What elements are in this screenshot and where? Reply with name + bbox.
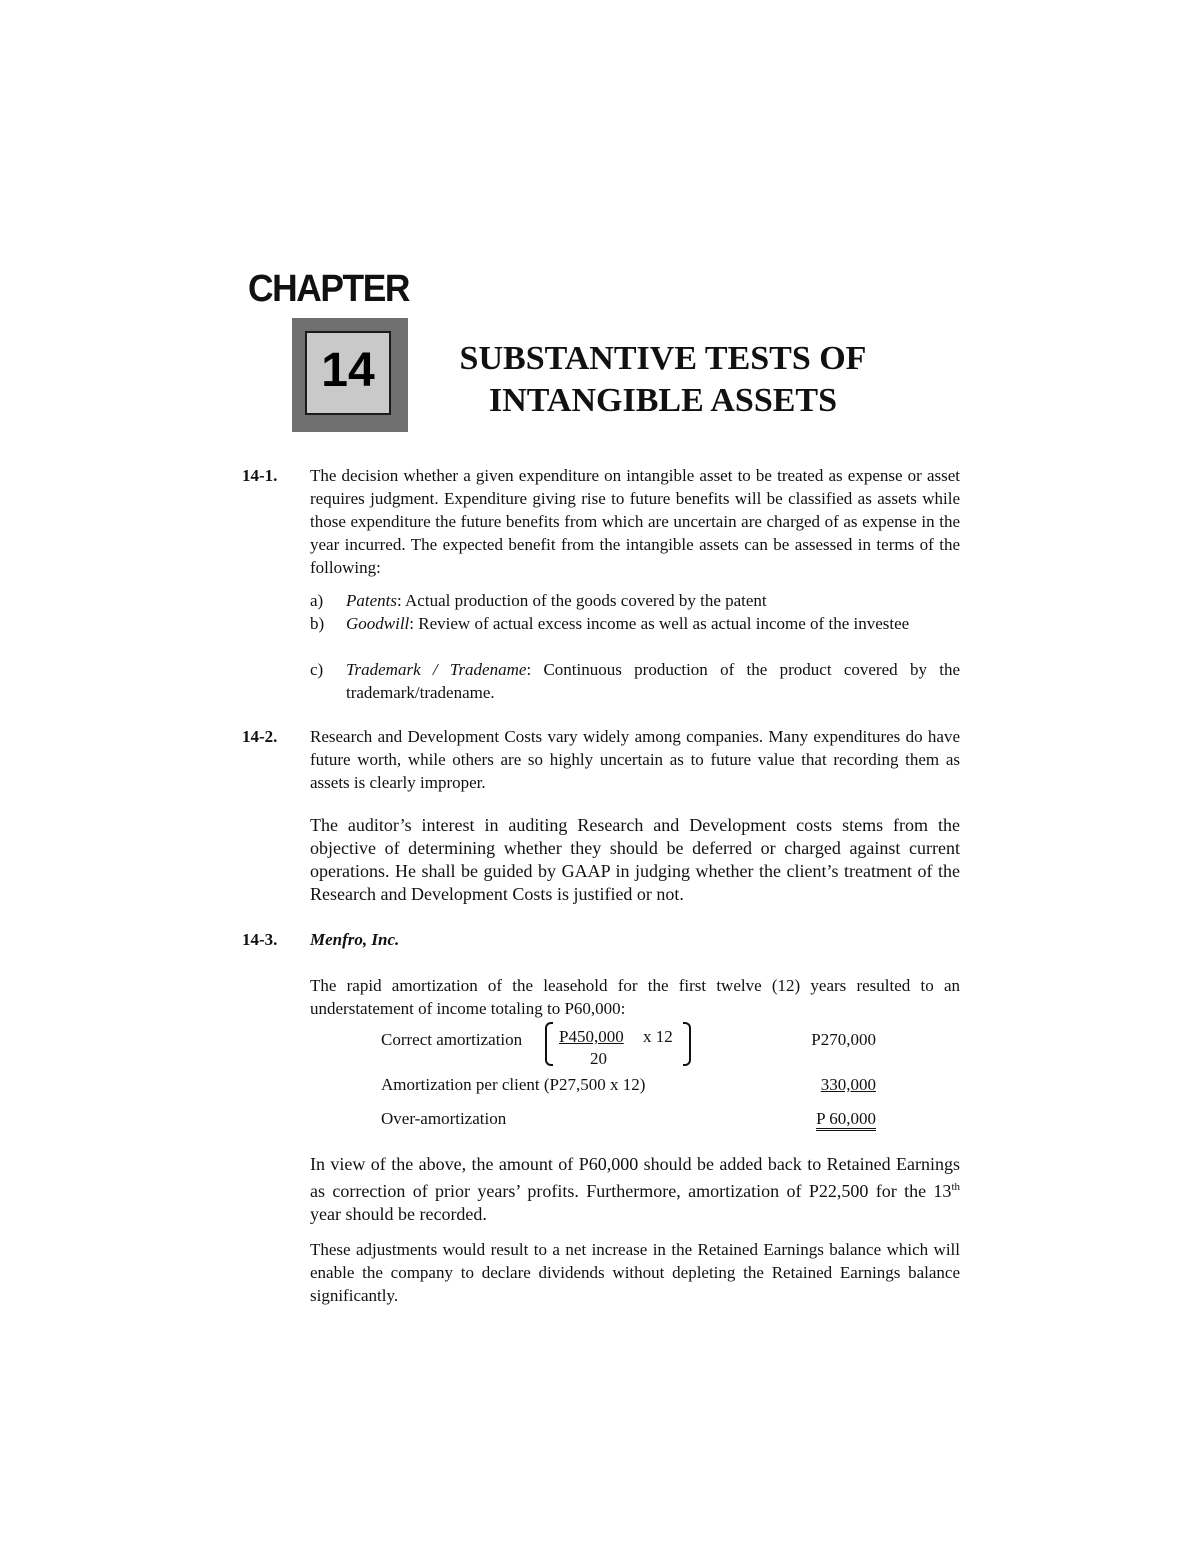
fraction-numerator: P450,000 — [559, 1027, 624, 1046]
q1-item-c-text: : Continuous production of the product covered by the trademark/tradename. — [346, 660, 961, 702]
calc-client-amount-value: 330,000 — [820, 1075, 876, 1094]
q1-item-b — [346, 612, 960, 635]
chapter-number-box-inner — [305, 331, 391, 415]
q1-item-c — [346, 658, 960, 704]
left-bracket-icon — [545, 1022, 553, 1066]
chapter-number: 14 — [321, 344, 375, 397]
q1-item-c-letter: c) — [310, 660, 324, 679]
q3-intro: The rapid amortization of the leasehold for the first twelve (12) years resulted to an understatement of income totaling to P60,000: — [310, 976, 960, 1018]
q1-item-a — [346, 589, 960, 612]
q1-paragraph: The decision whether a given expenditure on intangible asset to be treated as expense or asset requires judgment. Expenditure giving rise to future benefits will be classified as assets while those expenditure the future benefits from which are uncertain are charged of as expense in the year incurred. The expected benefit from the intangible assets can be assessed in terms of the following: — [310, 466, 960, 577]
calc-fraction — [545, 1022, 695, 1068]
q1-item-b-term: Goodwill — [346, 614, 410, 633]
calc-client-label: Amortization per client (P27,500 x 12) — [381, 1075, 646, 1094]
q1-item-b-text: : Review of actual excess income as well as actual income of the investee — [409, 614, 910, 633]
q1-item-c-term: Trademark / Tradename — [346, 660, 527, 679]
q3-view-sup: th — [951, 1181, 960, 1193]
chapter-number-box — [292, 318, 408, 432]
chapter-title — [440, 338, 886, 422]
right-bracket-icon — [683, 1022, 691, 1066]
q3-view-text-1: In view of the above, the amount of P60,000 should be added back to Retained Earnings as correction of prior years’ profits. Furthermore, amortization of P22,500 for the 13 — [310, 1154, 960, 1201]
chapter-title-line1: SUBSTANTIVE TESTS OF — [459, 340, 867, 377]
question-number-14-1: 14-1. — [242, 466, 278, 485]
q3-company: Menfro, Inc. — [310, 930, 400, 949]
calc-client-amount — [756, 1074, 876, 1096]
q1-item-a-text: : Actual production of the goods covered by the patent — [397, 591, 767, 610]
q1-item-a-term: Patents — [346, 591, 397, 610]
q2-paragraph1: Research and Development Costs vary widely among companies. Many expenditures do have future worth, while others are so highly uncertain as to future value that recording them as assets is clearly improper. — [310, 727, 960, 792]
fraction-times: x 12 — [643, 1027, 673, 1046]
calc-over-amount — [756, 1108, 876, 1130]
fraction-denominator: 20 — [590, 1049, 607, 1068]
q1-item-b-letter: b) — [310, 614, 325, 633]
q3-view-paragraph — [310, 1153, 960, 1226]
q3-view-text-2: year should be recorded. — [310, 1204, 487, 1224]
chapter-title-line2: INTANGIBLE ASSETS — [488, 382, 838, 419]
q3-final-paragraph: These adjustments would result to a net increase in the Retained Earnings balance which will enable the company to declare dividends without depleting the Retained Earnings balance significantly. — [310, 1240, 960, 1305]
chapter-label: CHAPTER — [248, 268, 410, 310]
calc-correct-label: Correct amortization — [381, 1030, 523, 1049]
calc-over-amount-value: P 60,000 — [816, 1109, 876, 1131]
question-number-14-3: 14-3. — [242, 930, 278, 949]
q1-item-a-letter: a) — [310, 591, 324, 610]
question-number-14-2: 14-2. — [242, 727, 278, 746]
calc-over-label: Over-amortization — [381, 1109, 507, 1128]
calc-correct-amount: P270,000 — [811, 1030, 876, 1049]
q2-paragraph2: The auditor’s interest in auditing Research and Development costs stems from the objective of determining whether they should be deferred or charged against current operations. He shall be guided by GAAP in judging whether the client’s treatment of the Research and Development Costs is justified or not. — [310, 815, 960, 904]
